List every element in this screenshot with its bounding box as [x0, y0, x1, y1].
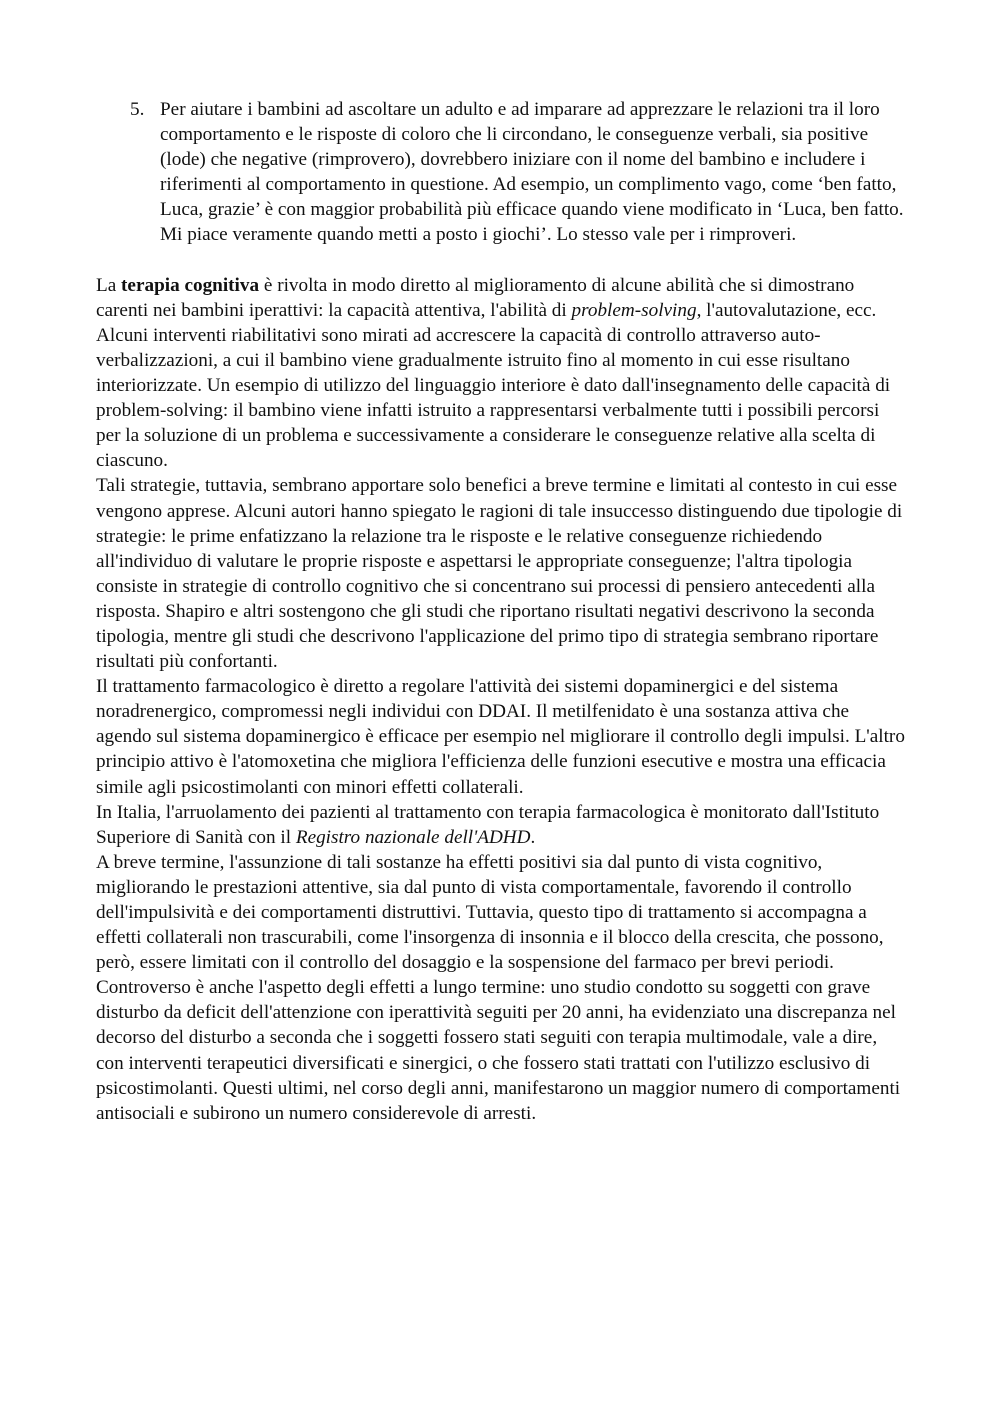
paragraph-italia-registro — [96, 800, 908, 850]
paragraph-trattamento-farmacologico: Il trattamento farmacologico è diretto a regolare l'attività dei sistemi dopaminergici e del sistema noradrenergico, compromessi negli individui con DDAI. Il metilfenidato è una sostanza attiva che agendo sul sistema dopaminergico è efficace per esempio nel migliorare il controllo degli impulsi. L'altro principio attivo è l'atomoxetina che migliora l'efficienza delle funzioni esecutive e mostra una efficacia simile agli psicostimolanti con minori effetti collaterali. — [96, 676, 905, 798]
list-item-text: Per aiutare i bambini ad ascoltare un adulto e ad imparare ad apprezzare le relazioni tra il loro comportamento e le risposte di coloro che li circondano, le conseguenze verbali, sia positive (lode) che negative (rimprovero), dovrebbero iniziare con il nome del bambino e includere i riferimenti al comportamento in questione. Ad esempio, un complimento vago, come ‘ben fatto, Luca, grazie’ è con maggior probabilità più efficace quando viene modificato in ‘Luca, ben fatto. Mi piace veramente quando metti a posto i giochi’. Lo stesso vale per i rimproveri. — [160, 99, 904, 246]
paragraph-text: La — [96, 274, 122, 296]
paragraph-terapia-cognitiva — [96, 273, 908, 323]
italic-term: problem-solving — [571, 299, 697, 321]
paragraph-text: In Italia, l'arruolamento dei pazienti al trattamento con terapia farmacologica è monitorato dall'Istituto Superiore di Sanità con il — [96, 801, 880, 848]
paragraph-text: , l'autovalutazione, ecc. — [696, 299, 877, 321]
paragraph-strategie: Tali strategie, tuttavia, sembrano apportare solo benefici a breve termine e limitati al contesto in cui esse vengono apprese. Alcuni autori hanno spiegato le ragioni di tale insuccesso distinguendo due tipologie di strategie: le prime enfatizzano la relazione tra le risposte e le relative conseguenze richiedendo all'individuo di valutare le proprie risposte e aspettarsi le appropriate conseguenze; l'altra tipologia consiste in strategie di controllo cognitivo che si concentrano sui processi di pensiero antecedenti alla risposta. Shapiro e altri sostengono che gli studi che riportano risultati negativi descrivono la seconda tipologia, mentre gli studi che descrivono l'applicazione del primo tipo di strategia sembrano riportare risultati più confortanti. — [96, 475, 903, 673]
italic-registry-name: Registro nazionale dell'ADHD — [295, 826, 531, 848]
bold-term: terapia cognitiva — [121, 274, 260, 296]
paragraph-lungo-termine: Controverso è anche l'aspetto degli effetti a lungo termine: uno studio condotto su soggetti con grave disturbo da deficit dell'attenzione con iperattività seguiti per 20 anni, ha evidenziato una discrepanza nel decorso del disturbo a seconda che i soggetti fossero stati seguiti con terapia multimodale, vale a dire, con interventi terapeutici diversificati e sinergici, o che fossero stati trattati con l'utilizzo esclusivo di psicostimolanti. Questi ultimi, nel corso degli anni, manifestarono un maggior numero di comportamenti antisociali e subirono un numero considerevole di arresti. — [96, 977, 901, 1124]
paragraph-spacer — [96, 248, 908, 273]
document-page — [96, 97, 908, 1126]
paragraph-text: è rivolta in modo diretto al miglioramento di alcune abilità che si dimostrano carenti nei bambini iperattivi: la capacità attentiva, l'abilità di — [96, 274, 855, 321]
paragraph-interventi-riabilitativi: Alcuni interventi riabilitativi sono mirati ad accrescere la capacità di controllo attraverso auto-verbalizzazioni, a cui il bambino viene gradualmente istruito fino al momento in cui esse risultano interiorizzate. Un esempio di utilizzo del linguaggio interiore è dato dall'insegnamento delle capacità di problem-solving: il bambino viene infatti istruito a rappresentarsi verbalmente tutti i possibili percorsi per la soluzione di un problema e successivamente a considerare le conseguenze relative alla scelta di ciascuno. — [96, 324, 891, 472]
list-item-number: 5. — [130, 99, 145, 120]
paragraph-breve-termine: A breve termine, l'assunzione di tali sostanze ha effetti positivi sia dal punto di vista cognitivo, migliorando le prestazioni attentive, sia dal punto di vista comportamentale, favorendo il controllo dell'impulsività e dei comportamenti distruttivi. Tuttavia, questo tipo di trattamento si accompagna a effetti collaterali non trascurabili, come l'insorgenza di insonnia e il blocco della crescita, che possono, però, essere limitati con il controllo del dosaggio e la sospensione del farmaco per brevi periodi. — [96, 851, 884, 974]
list-item-5 — [96, 97, 908, 248]
paragraph-text: . — [530, 826, 536, 848]
